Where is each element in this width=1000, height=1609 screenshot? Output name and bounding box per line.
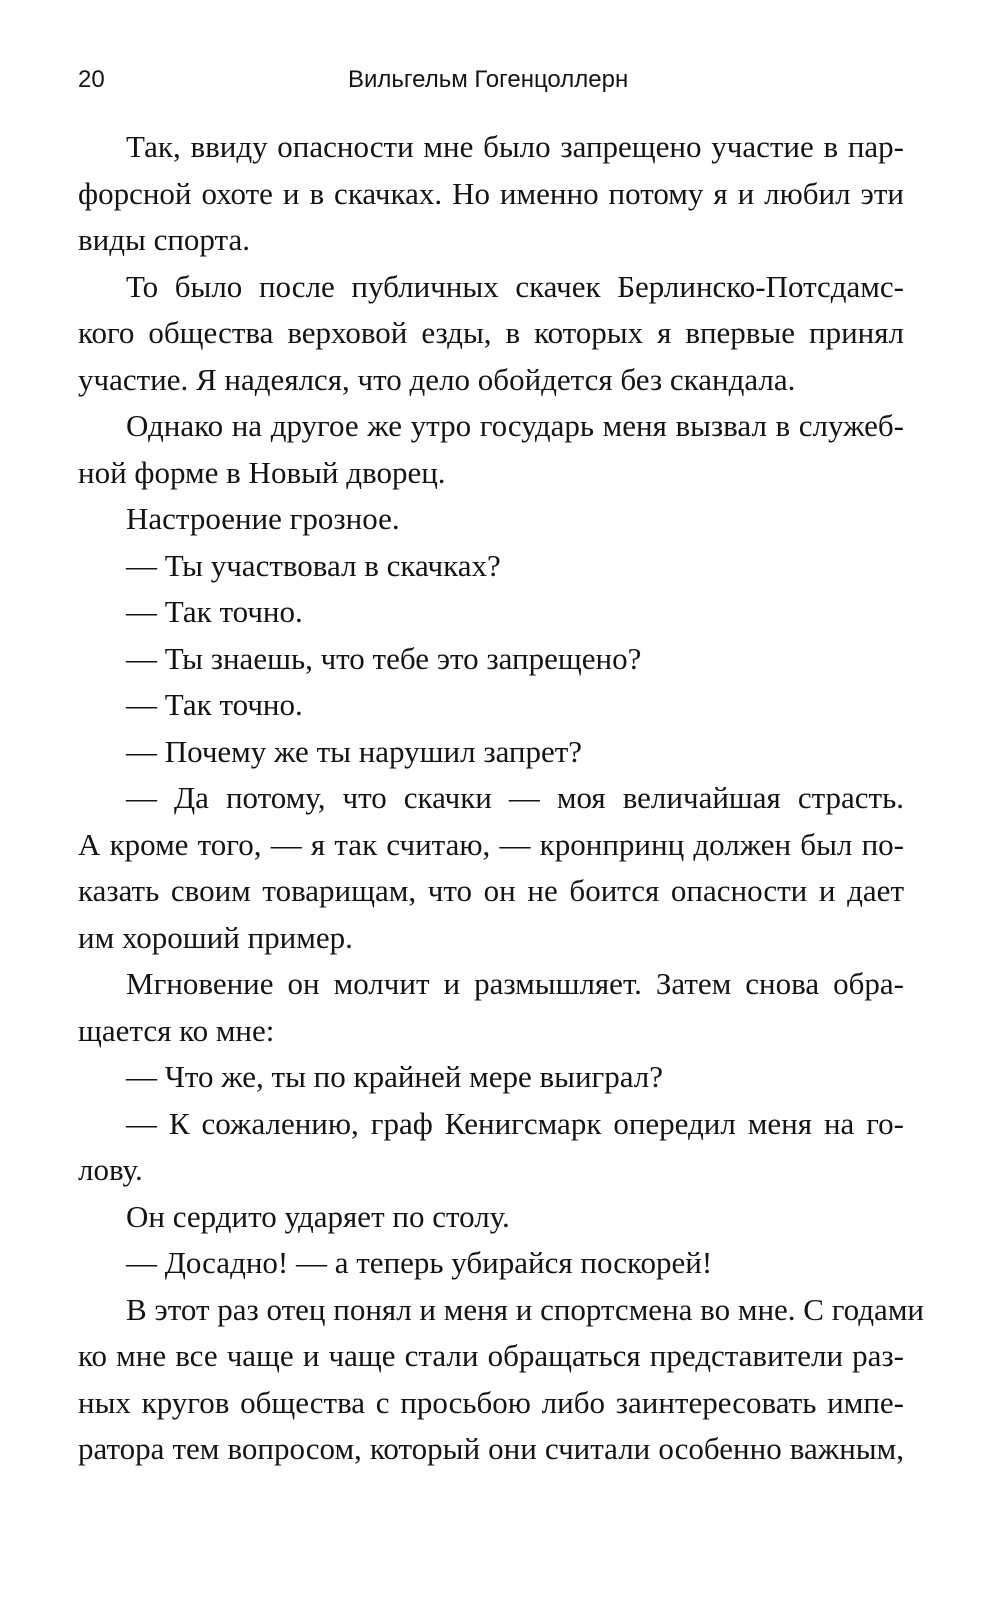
text-line: — Ты участвовал в скачках? bbox=[126, 547, 501, 583]
text-line: — Так точно. bbox=[126, 687, 303, 722]
text-line: казать своим товарищам, что он не боится опасности и дает bbox=[78, 873, 904, 908]
running-title: Вильгельм Гогенцоллерн bbox=[348, 66, 629, 93]
text-line: щается ко мне: bbox=[78, 1012, 275, 1048]
text-line: — К сожалению, граф Кенигсмарк опередил меня на го- bbox=[126, 1105, 904, 1141]
text-line: — Да потому, что скачки — моя величайшая страсть. bbox=[126, 780, 904, 815]
text-line: Настроение грозное. bbox=[126, 501, 400, 536]
text-line: Так, ввиду опасности мне было запрещено участие в пар- bbox=[126, 129, 904, 164]
text-line: ко мне все чаще и чаще стали обращаться представители раз- bbox=[78, 1338, 904, 1373]
text-line: — Что же, ты по крайней мере выиграл? bbox=[126, 1059, 664, 1094]
text-line: ных кругов общества с просьбою либо заинтересовать импе- bbox=[78, 1384, 904, 1420]
text-line: им хороший пример. bbox=[78, 919, 353, 955]
text-line: лову. bbox=[78, 1152, 143, 1187]
text-line: — Ты знаешь, что тебе это запрещено? bbox=[126, 640, 642, 676]
text-line: Он сердито ударяет по столу. bbox=[126, 1198, 510, 1234]
text-line: ратора тем вопросом, который они считали особенно важным, bbox=[78, 1431, 904, 1466]
text-line: Однако на другое же утро государь меня вызвал в служеб- bbox=[126, 408, 904, 443]
text-line: виды спорта. bbox=[78, 222, 250, 257]
text-line: — Почему же ты нарушил запрет? bbox=[126, 733, 583, 769]
text-line: То было после публичных скачек Берлинско-Потсдамс- bbox=[126, 268, 904, 304]
body-text bbox=[78, 124, 925, 1473]
text-line: форсной охоте и в скачках. Но именно потому я и любил эти bbox=[78, 175, 904, 211]
text-line: — Досадно! — а теперь убирайся поскорей! bbox=[126, 1245, 713, 1280]
text-line: Мгновение он молчит и размышляет. Затем снова обра- bbox=[126, 966, 904, 1001]
text-line: ной форме в Новый дворец. bbox=[78, 454, 446, 490]
text-line: кого общества верховой езды, в которых я впервые принял bbox=[78, 315, 904, 350]
page-header bbox=[78, 66, 904, 102]
page-number: 20 bbox=[78, 66, 105, 93]
text-line: — Так точно. bbox=[126, 594, 303, 629]
text-line: участие. Я надеялся, что дело обойдется без скандала. bbox=[78, 361, 796, 397]
text-line: В этот раз отец понял и меня и спортсмена во мне. С годами bbox=[126, 1291, 925, 1327]
text-line: А кроме того, — я так считаю, — кронпринц должен был по- bbox=[78, 826, 904, 862]
